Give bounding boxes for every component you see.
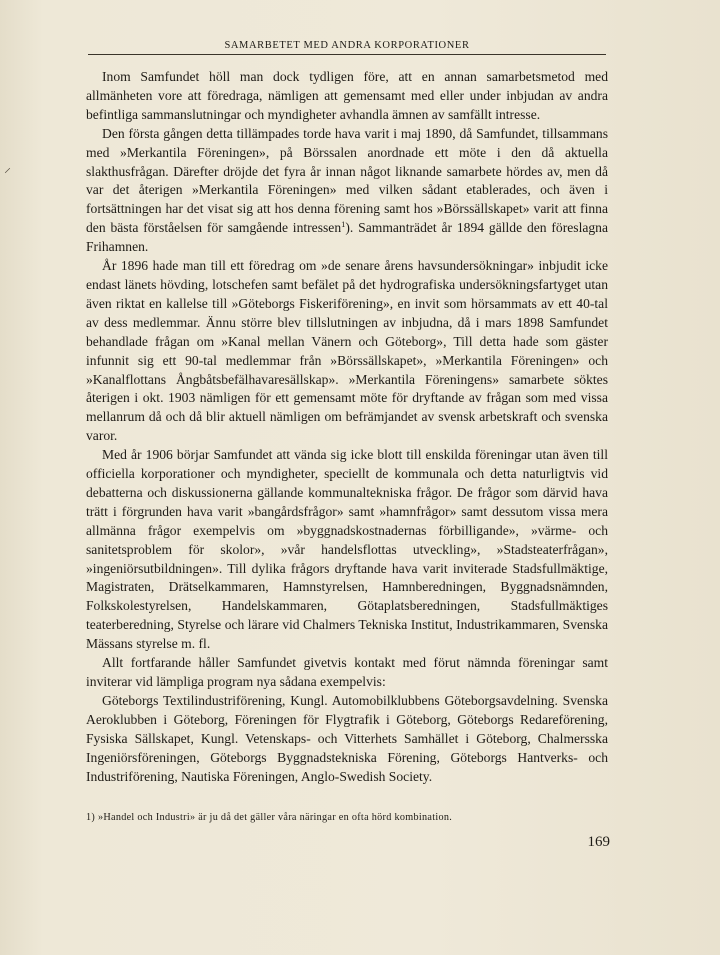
page-number: 169 (587, 834, 610, 850)
body-text (86, 68, 608, 786)
paragraph-5: Allt fortfarande håller Samfundet givetvis kontakt med förut nämnda föreningar samt inviterar vid lämpliga program nya sådana exempelvis: (86, 655, 608, 689)
paragraph-2-tail: Sammanträdet år 1894 gällde den föreslagna Frihamnen. (86, 220, 609, 255)
paragraph-3: År 1896 hade man till ett föredrag om »de senare årens havsundersökningar» inbjudit icke endast länets hövding, lotschefen samt befälet på det hydrografiska undersökningsfartyget utan även riktat en kallelse till »Göteborgs Fiskeriförening», en invit som hörsammats av ett 40-tal av dess medlemmar. Ännu större blev tillslutningen av inbjudna, då i mars 1898 Samfundet behandlade frågan om »Kanal mellan Vänern och Göteborg», Till detta hade som gäster infunnit sig ett 90-tal medlemmar från »Börssällskapet», »Merkantila Föreningen» och »Kanalflottans Ångbåtsbefälhavaresällskap». »Merkantila Föreningens» samarbete söktes återigen i okt. 1903 nämligen för ett gemensamt möte för dryftande av frågan som med vissa mellanrum då och då blir aktuell nämligen om befrämjandet av svensk arbetskraft och svenska varor. (86, 258, 608, 444)
footnote (86, 811, 608, 824)
paragraph-2: Den första gången detta tillämpades torde hava varit i maj 1890, då Samfundet, tillsammans med »Merkantila Föreningen», på Börssalen anordnade ett möte i den då aktuella slakthusfrågan. Därefter dröjde det fyra år innan något liknande samarbete hördes av, men då var det återigen »Merkantila Föreningen» med vilken sådant etablerades, och även i fortsättningen har det visat sig att hos denna förening samt hos »Börssällskapet» varit att finna den bästa förståelsen för samgående intressen$^1$). Sammanträdet år 1894 gällde den föreslagna Frihamnen. (86, 125, 609, 255)
running-header: SAMARBETET MED ANDRA KORPORATIONER (88, 40, 606, 55)
paragraph-4: Med år 1906 börjar Samfundet att vända sig icke blott till enskilda föreningar utan även till officiella korporationer och myndigheter, speciellt de kommunala och detta naturligtvis vid debatterna och diskussionerna gällande kommunaltekniska frågor. De frågor som därvid hava trätt i förgrunden hava varit »bangårdsfrågor» samt »hamnfrågor» samt dessutom vissa mera allmänna frågor exempelvis om »byggnadskostnadernas förbilligande», »värme- och sanitetsproblem för skolor», »vår handelsflottas utveckling», »Stadsteaterfrågan», »ingeniörsutbildningen». Till dylika frågors dryftande hava varit inviterade Stadsfullmäktige, Magistraten, Drätselkammaren, Hamnstyrelsen, Hamnberedningen, Byggnadsnämnden, Folkskolestyrelsen, Handelskammaren, Götaplatsberedningen, Stadsfullmäktiges teaterberedning, Styrelse och lärare vid Chalmers Tekniska Institut, Industrikammaren, Svenska Mässans styrelse m. fl. (86, 447, 608, 652)
footnote-reference: 1 (341, 219, 346, 230)
paragraph-2-text: Den första gången detta tillämpades torde hava varit i maj 1890, då Samfundet, tillsammans med »Merkantila Föreningen», på Börssalen anordnade ett möte i den då aktuella slakthusfrågan. Därefter dröjde det fyra år innan något liknande samarbete hördes av, men då var det återigen »Merkantila Föreningen» med vilken sådant etablerades, och även i fortsättningen har det visat sig att hos denna förening samt hos »Börssällskapet» varit att finna den bästa förståelsen för samgående intressen (86, 125, 608, 236)
footnote-text: »Handel och Industri» är ju då det gäller våra näringar en ofta hörd kombination. (97, 812, 453, 823)
paragraph-6: Göteborgs Textilindustriförening, Kungl. Automobilklubbens Göteborgsavdelning. Svenska Aeroklubben i Göteborg, Föreningen för Flygtrafik i Göteborg, Göteborgs Redareförening, Fysiska Sällskapet, Kungl. Vetenskaps- och Vitterhets Samhället i Göteborg, Chalmersska Ingeniörsföreningen, Göteborgs Byggnadstekniska Förening, Göteborgs Hantverks- och Industriförening, Nautiska Föreningen, Anglo-Swedish Society. (86, 692, 608, 784)
paragraph-1: Inom Samfundet höll man dock tydligen före, att en annan samarbetsmetod med allmänheten vore att föredraga, nämligen att gemensamt med eller under inbjudan av andra befintliga sammanslutningar och myndigheter avhandla ämnen av samfällt intresse. (86, 69, 608, 122)
margin-pencil-mark: ⸝ (4, 161, 11, 176)
footnote-marker: 1) (86, 812, 96, 823)
